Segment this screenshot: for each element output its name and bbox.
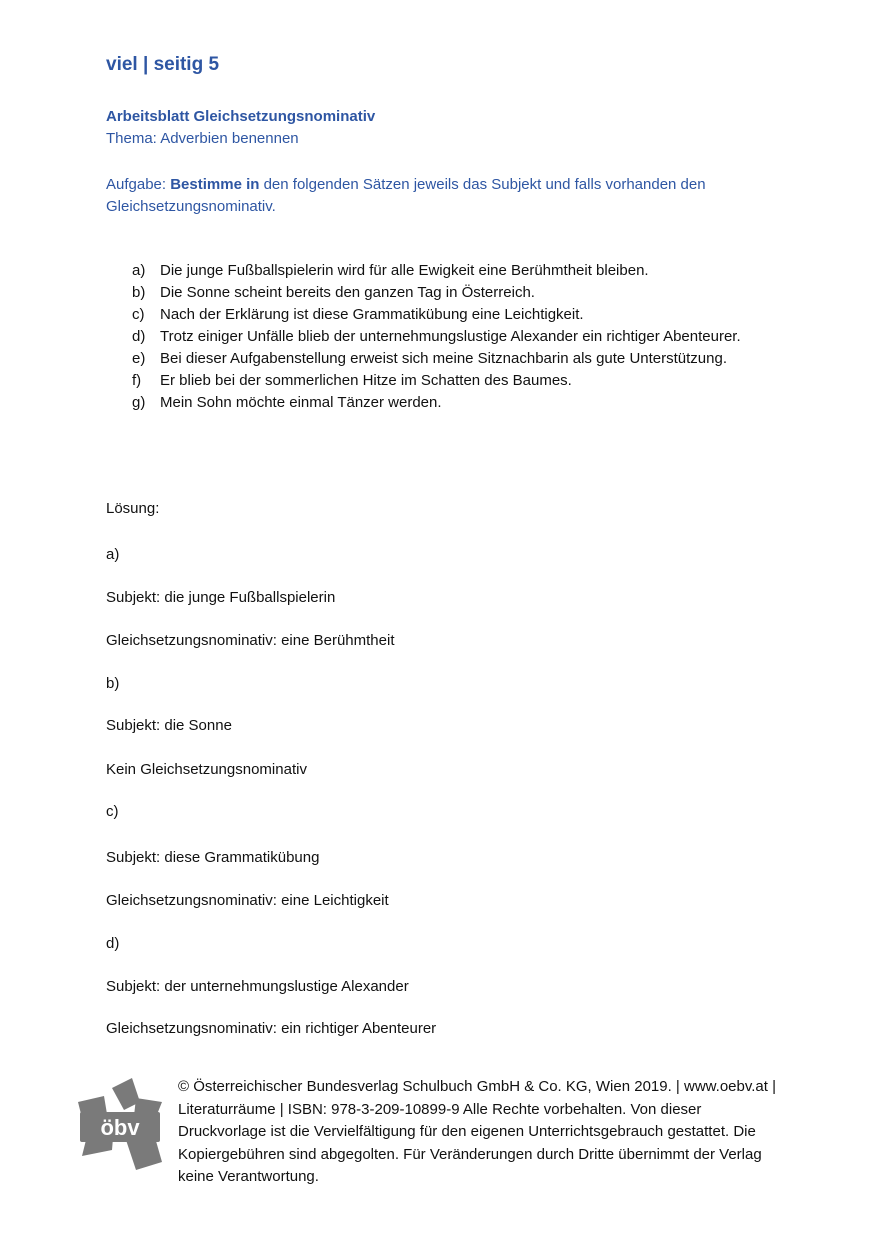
task-bold: Bestimme in: [170, 176, 260, 193]
solution-subject-c: Subjekt: diese Grammatikübung: [106, 849, 320, 866]
exercise-label: f): [132, 372, 142, 389]
exercise-item: [132, 392, 802, 414]
copyright-footer: © Österreichischer Bundesverlag Schulbuch GmbH & Co. KG, Wien 2019. | www.oebv.at | Literaturräume | ISBN: 978-3-209-10899-9 Alle Rechte vorbehalten. Von dieser Druckvorlage ist die Vervielfältigung für den eigenen Unterrichtsgebrauch gestattet. Die Kopiergebühren sind abgegolten. Für Veränderungen durch Dritte übernimmt der Verlag keine Verantwortung.: [178, 1078, 776, 1185]
exercise-item: [132, 326, 802, 348]
solution-subject-d: Subjekt: der unternehmungslustige Alexander: [106, 978, 409, 995]
exercise-label: d): [132, 328, 146, 345]
exercise-label: a): [132, 262, 146, 279]
solution-nominative-b: Kein Gleichsetzungsnominativ: [106, 761, 307, 778]
solution-nominative-d: Gleichsetzungsnominativ: ein richtiger Abenteurer: [106, 1020, 437, 1037]
worksheet-title: Arbeitsblatt Gleichsetzungsnominativ: [106, 108, 376, 125]
solution-label-d: d): [106, 935, 120, 952]
exercise-label: g): [132, 394, 146, 411]
exercise-label: e): [132, 350, 146, 367]
worksheet-topic: Thema: Adverbien benennen: [106, 130, 299, 147]
exercise-text: Mein Sohn möchte einmal Tänzer werden.: [160, 394, 442, 411]
exercise-text: Bei dieser Aufgabenstellung erweist sich meine Sitznachbarin als gute Unterstützung.: [160, 350, 727, 367]
exercise-list: [132, 260, 802, 414]
solution-label-b: b): [106, 675, 120, 692]
exercise-text: Nach der Erklärung ist diese Grammatikübung eine Leichtigkeit.: [160, 306, 584, 323]
oebv-logo: [74, 1076, 166, 1172]
solution-subject-a: Subjekt: die junge Fußballspielerin: [106, 589, 336, 606]
solution-heading: Lösung:: [106, 500, 160, 517]
exercise-text: Trotz einiger Unfälle blieb der unternehmungslustige Alexander ein richtiger Abenteurer.: [160, 328, 741, 345]
exercise-label: b): [132, 284, 146, 301]
task-prefix: Aufgabe:: [106, 176, 171, 193]
exercise-label: c): [132, 306, 145, 323]
page-header: viel | seitig 5: [106, 54, 220, 75]
exercise-item: [132, 304, 802, 326]
task-instruction: [106, 174, 796, 218]
oebv-logo-text: öbv: [100, 1115, 140, 1140]
solution-subject-b: Subjekt: die Sonne: [106, 717, 232, 734]
solution-label-a: a): [106, 546, 120, 563]
exercise-text: Die Sonne scheint bereits den ganzen Tag in Österreich.: [160, 284, 535, 301]
exercise-text: Er blieb bei der sommerlichen Hitze im Schatten des Baumes.: [160, 372, 572, 389]
exercise-item: [132, 282, 802, 304]
exercise-item: [132, 348, 802, 370]
solution-label-c: c): [106, 803, 119, 820]
exercise-text: Die junge Fußballspielerin wird für alle Ewigkeit eine Berühmtheit bleiben.: [160, 262, 649, 279]
solution-nominative-a: Gleichsetzungsnominativ: eine Berühmtheit: [106, 632, 395, 649]
exercise-item: [132, 260, 802, 282]
exercise-item: [132, 370, 802, 392]
task-rest: den folgenden Sätzen jeweils das Subjekt und falls vorhanden den Gleichsetzungsnominativ.: [106, 176, 706, 215]
solution-nominative-c: Gleichsetzungsnominativ: eine Leichtigkeit: [106, 892, 389, 909]
